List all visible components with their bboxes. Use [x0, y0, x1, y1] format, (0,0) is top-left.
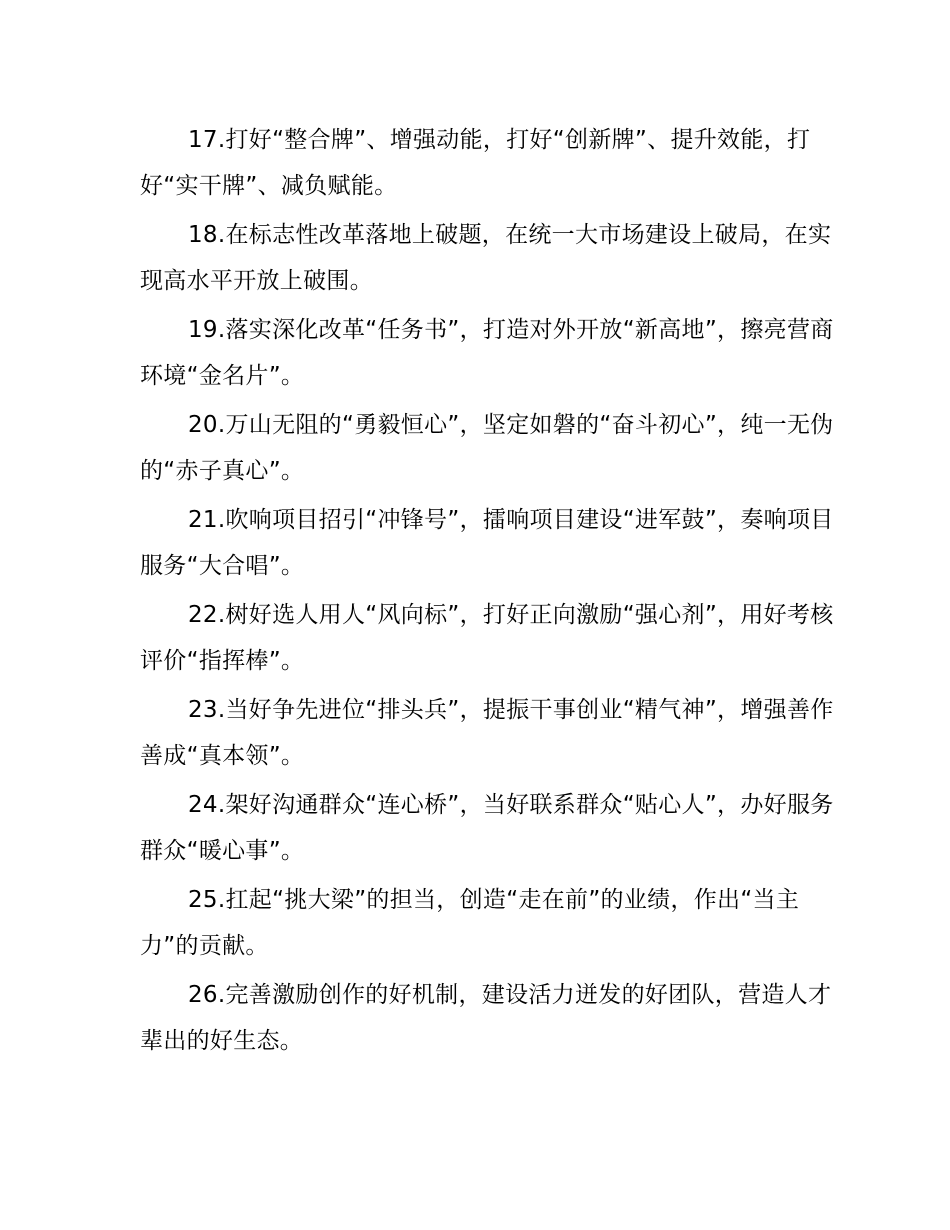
document-page [140, 117, 840, 1067]
paragraph-21: 21.吹响项目招引“冲锋号”，擂响项目建设“进军鼓”，奏响项目服务“大合唱”。 [140, 507, 834, 579]
paragraph-23: 23.当好争先进位“排头兵”，提振干事创业“精气神”，增强善作善成“真本领”。 [140, 697, 834, 769]
paragraph-19: 19.落实深化改革“任务书”，打造对外开放“新高地”，擦亮营商环境“金名片”。 [140, 317, 834, 389]
paragraph-26: 26.完善激励创作的好机制，建设活力迸发的好团队，营造人才辈出的好生态。 [140, 982, 832, 1054]
paragraph-25: 25.扛起“挑大梁”的担当，创造“走在前”的业绩，作出“当主力”的贡献。 [140, 887, 800, 959]
paragraph-18: 18.在标志性改革落地上破题，在统一大市场建设上破局，在实现高水平开放上破围。 [140, 222, 832, 294]
paragraph-24: 24.架好沟通群众“连心桥”，当好联系群众“贴心人”，办好服务群众“暖心事”。 [140, 792, 834, 864]
paragraph-17: 17.打好“整合牌”、增强动能，打好“创新牌”、提升效能，打好“实干牌”、减负赋能。 [140, 127, 811, 199]
paragraph-20: 20.万山无阻的“勇毅恒心”，坚定如磐的“奋斗初心”，纯一无伪的“赤子真心”。 [140, 412, 834, 484]
paragraph-22: 22.树好选人用人“风向标”，打好正向激励“强心剂”，用好考核评价“指挥棒”。 [140, 602, 834, 674]
